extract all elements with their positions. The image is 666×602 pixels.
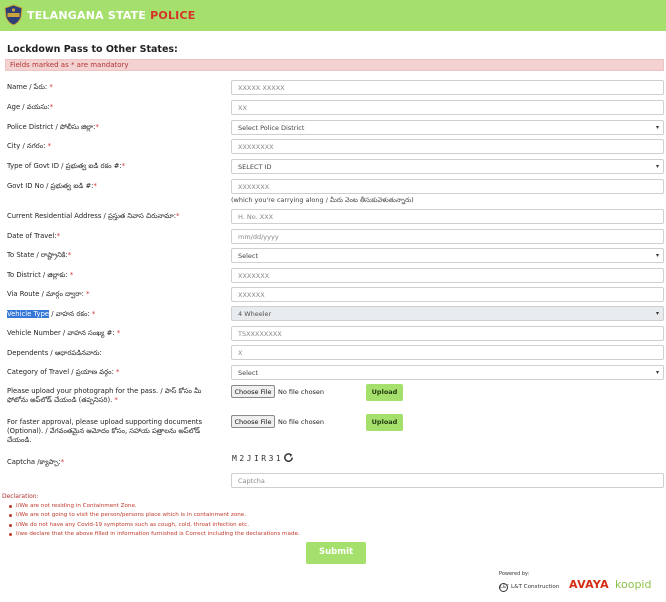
name-input[interactable]: XXXXX XXXXX [231, 80, 664, 95]
chevron-down-icon: ▾ [655, 252, 659, 259]
police-district-label: Police District / పోలీసు జిల్లా:* [7, 123, 99, 131]
chevron-down-icon: ▾ [655, 369, 659, 376]
declaration-item: I/We do not have any Covid-19 symptoms such as cough, cold, throat infection etc. [9, 521, 300, 530]
police-emblem-icon [4, 4, 23, 26]
powered-by-label: Powered by: [499, 571, 530, 577]
declaration-item: I/we declare that the above filled in information furnished is Correct including the declarations made. [9, 530, 300, 539]
declaration-list [9, 502, 300, 540]
chevron-down-icon: ▾ [655, 124, 659, 131]
docs-upload-button[interactable]: Upload [366, 414, 403, 431]
date-input[interactable]: mm/dd/yyyy [231, 229, 664, 244]
city-label: City / నగరం: * [7, 142, 51, 150]
via-route-input[interactable]: XXXXXX [231, 287, 664, 302]
category-label: Category of Travel / ప్రయాణ వర్గం: * [7, 368, 120, 376]
brand-accent: POLICE [150, 9, 196, 22]
page-title: Lockdown Pass to Other States: [7, 44, 178, 55]
declaration-title: Declaration: [2, 493, 39, 500]
vehicle-type-label: Vehicle Type / వాహన రకం: * [7, 310, 96, 318]
address-label: Current Residential Address / ప్రస్తుత నివాస చిరునామా:* [7, 212, 180, 220]
dependents-label: Dependents / ఆధారపడినవారు: [7, 349, 102, 357]
govt-id-type-label: Type of Govt ID / ప్రభుత్వ ఐడి రకం #:* [7, 162, 126, 170]
photo-upload-button[interactable]: Upload [366, 384, 403, 401]
brand-main: TELANGANA STATE [27, 9, 151, 22]
name-label: Name / పేరు: * [7, 83, 53, 91]
captcha-label: Captcha /క్యాప్చా:* [7, 458, 65, 466]
govt-id-no-label: Govt ID No / ప్రభుత్వ ఐడి #:* [7, 182, 97, 190]
to-district-input[interactable]: XXXXXXX [231, 268, 664, 283]
vehicle-type-select[interactable]: 4 Wheeler ▾ [231, 306, 664, 321]
via-route-label: Via Route / మార్గం ద్వారా: * [7, 290, 90, 298]
vehicle-number-label: Vehicle Number / వాహన సంఖ్య #: * [7, 329, 121, 337]
city-input[interactable]: XXXXXXXX [231, 139, 664, 154]
docs-choose-file-button[interactable]: Choose File [231, 415, 275, 428]
lnt-mark-icon: L&T [500, 585, 509, 590]
koopid-logo: koopid [615, 578, 652, 591]
avaya-logo: AVAYA [569, 578, 609, 591]
chevron-down-icon: ▾ [655, 310, 659, 317]
date-label: Date of Travel:* [7, 232, 61, 240]
category-select[interactable]: Select ▾ [231, 365, 664, 380]
photo-file-status: No file chosen [278, 388, 325, 396]
captcha-input[interactable]: Captcha [231, 473, 664, 488]
govt-id-hint: (which you're carrying along / మీరు వెంట తీసుకువెళుతున్నారు) [231, 196, 414, 204]
mandatory-note: Fields marked as * are mandatory [5, 59, 664, 71]
app-header [0, 0, 666, 31]
vehicle-number-input[interactable]: TSXXXXXXXX [231, 326, 664, 341]
brand-title [27, 9, 195, 22]
govt-id-no-input[interactable]: XXXXXXX [231, 179, 664, 194]
photo-choose-file-button[interactable]: Choose File [231, 385, 275, 398]
submit-button[interactable]: Submit [306, 542, 366, 564]
declaration-item: I/We are not going to visit the person/persons place which is in containment zone. [9, 511, 300, 520]
refresh-icon[interactable] [283, 452, 294, 463]
to-district-label: To District / జిల్లాకు: * [7, 271, 74, 279]
docs-file-status: No file chosen [278, 418, 325, 426]
to-state-select[interactable]: Select ▾ [231, 248, 664, 263]
declaration-item: I/We are not residing in Containment Zone. [9, 502, 300, 511]
to-state-label: To State / రాష్ట్రానికి:* [7, 251, 72, 259]
lnt-logo [499, 581, 569, 595]
age-label: Age / వయసు:* [7, 103, 54, 111]
docs-label: For faster approval, please upload supporting documents (Optional). / వేగవంతమైన ఆమోదం కోసం, సహాయ పత్రాలను అప్‌లోడ్ చేయండి. [7, 418, 203, 444]
dependents-input[interactable]: X [231, 345, 664, 360]
photo-label: Please upload your photograph for the pass. / పాస్ కోసం మీ ఫోటోను అప్‌లోడ్ చేయండి (తప్పనిసరి). * [7, 387, 202, 404]
govt-id-type-select[interactable]: SELECT ID ▾ [231, 159, 664, 174]
police-district-select[interactable]: Select Police District ▾ [231, 120, 664, 135]
chevron-down-icon: ▾ [655, 163, 659, 170]
captcha-code: M2JIR31 [232, 454, 284, 463]
age-input[interactable]: XX [231, 100, 664, 115]
lnt-text: L&T Construction [511, 584, 560, 590]
address-input[interactable]: H. No. XXX [231, 209, 664, 224]
